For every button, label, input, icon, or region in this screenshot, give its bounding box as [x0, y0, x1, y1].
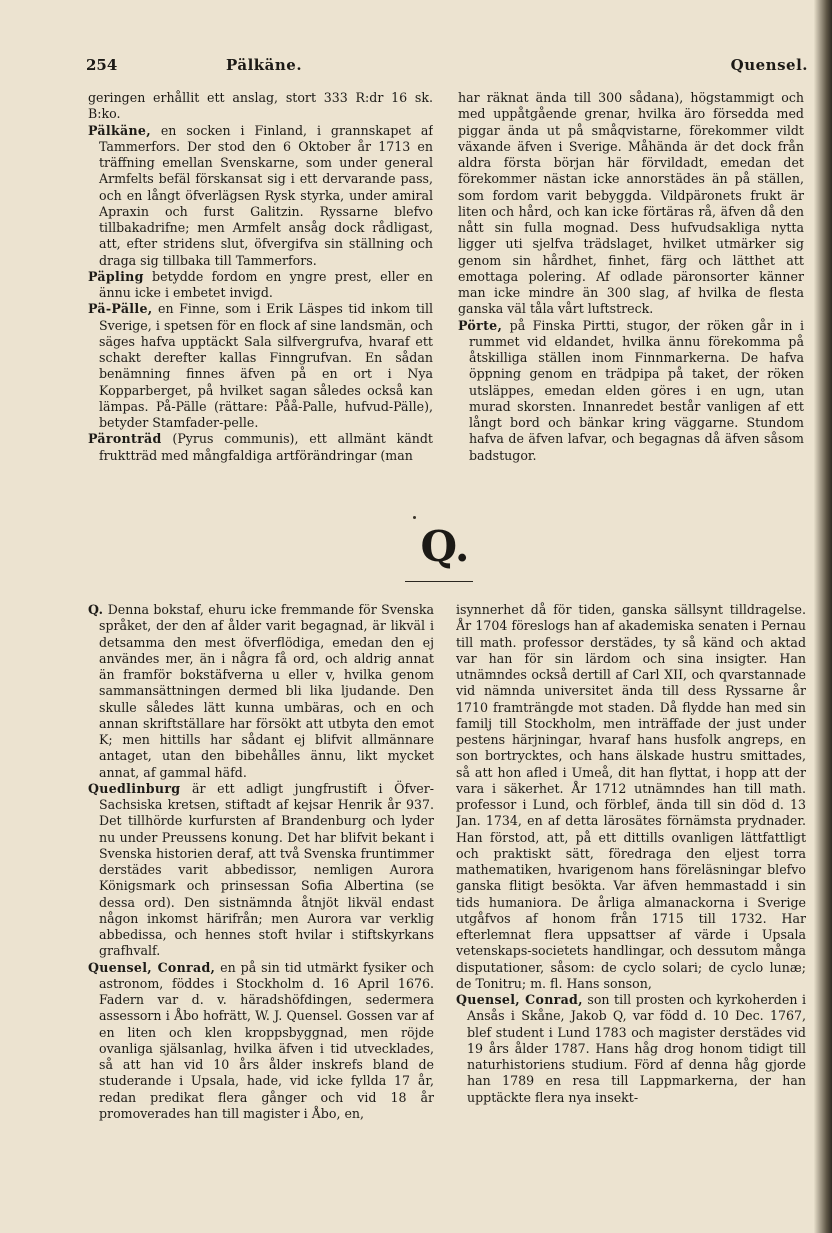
entry-pa-palle: Pä-Pälle, en Finne, som i Erik Läspes tid inkom till Sverige, i spetsen för en flock af sine landsmän, och säges hafva upptäckt Sala silfvergrufva, hvaraf ett schakt derefter kallas Finngrufvan. En sådan benämning finnes äfven på en ort i Nya Kopparberget, på hvilket sagan således också kan lämpas. På-Pälle (rättare: Påå-Palle, hufvud-Pälle), betyder Stamfader-pelle.: [88, 301, 433, 430]
entry-quensel-conrad-grandson: Quensel, Conrad, son till prosten och kyrkoherden i Ansås i Skåne, Jakob Q, var född d. 10 Dec. 1767, blef student i Lund 1783 och magister derstädes vid 19 års ålder 1787. Hans håg drog honom tidigt till naturhistoriens studium. Förd af denna håg gjorde han 1789 en resa till Lappmarkerna, der han upptäckte flera nya insekt-: [456, 992, 806, 1105]
header-left-title: Pälkäne.: [226, 56, 303, 74]
entry-porte: Pörte, på Finska Pirtti, stugor, der röken går in i rummet vid eldandet, hvilka ännu förekomma på åtskilliga ställen inom Finnmarkerna. De hafva öppning genom en trädpipa på taket, der röken utsläppes, emedan elden göres i en ugn, utan murad skorsten. Innanredet består vanligen af ett långt bord och bänkar kring väggarne. Stundom hafva de äfven lafvar, och begagnas då äfven såsom badstugor.: [458, 317, 804, 463]
section-rule: [405, 581, 473, 582]
bottom-left-column: [88, 602, 434, 1196]
header-right-title: Quensel.: [730, 56, 808, 74]
headword: Päpling: [88, 268, 144, 284]
entry-continuation: geringen erhållit ett anslag, stort 333 R:dr 16 sk. B:ko.: [88, 90, 433, 122]
headword: Quedlinburg: [88, 780, 181, 796]
top-left-column: [88, 90, 433, 476]
bottom-right-column: [456, 602, 806, 1196]
headword: Quensel, Conrad,: [88, 959, 216, 975]
top-right-column: [458, 90, 804, 476]
page-edge-shadow: [814, 0, 832, 1233]
entry-continuation: har räknat ända till 300 sådana), högstammigt och med uppåtgående grenar, hvilka äro försedda med piggar ända ut på småqvistarne, förekommer vildt växande äfven i Sverige. Måhända är det dock från aldra första början här förvildadt, emedan det förekommer nästan icke annorstädes än på ställen, som fordom varit bebyggda. Vildpäronets frukt är liten och hård, och kan icke förtäras rå, äfven då den nått sin fulla mognad. Dess hufvudsakliga nytta ligger uti sjelfva trädslaget, hvilket utmärker sig genom sin hårdhet, finhet, färg och lätthet att emottaga polering. Af odlade päronsorter känner man icke mindre än 300 slag, af hvilka de flesta ganska väl tåla vårt luftstreck.: [458, 90, 804, 317]
entry-q: Q. Denna bokstaf, ehuru icke fremmande för Svenska språket, der den af ålder varit begagnad, är likväl i detsamma den mest öfverflödiga, emedan den ej användes mer, än i några få ord, och aldrig annat än framför bokstäfverna u eller v, hvilka genom sammansättningen dermed bli lika ljudande. Den skulle således lätt kunna umbäras, och en och annan skriftställare har försökt att utbyta den emot K; men hittills har sådant ej blifvit allmännare antaget, utan den bibehålles ännu, likt mycket annat, af gammal häfd.: [88, 602, 434, 780]
entry-parontrad: Päronträd (Pyrus communis), ett allmänt kändt fruktträd med mångfaldiga artförändringar (man: [88, 431, 433, 463]
headword: Pä-Pälle,: [88, 301, 153, 317]
section-letter: Q.: [420, 522, 470, 571]
headword: Pälkäne,: [88, 122, 151, 138]
entry-quedlinburg: Quedlinburg är ett adligt jungfrustift i Öfver-Sachsiska kretsen, stiftadt af kejsar Henrik år 937. Det tillhörde kurfursten af Brandenburg och lyder nu under Preussens konung. Det har blifvit bekant i Svenska historien deraf, att två Svenska fruntimmer derstädes varit abbedissor, nemligen Aurora Königsmark och prinsessan Sofia Albertina (se dessa ord). Den sistnämnda åtnjöt likväl endast någon inkomst härifrån; men Aurora var verklig abbedissa, och hennes stoft hvilar i stiftskyrkans grafhvalf.: [88, 780, 434, 959]
entry-continuation: isynnerhet då för tiden, ganska sällsynt tilldragelse. År 1704 föreslogs han af akademiska senaten i Pernau till math. professor derstädes, ty så känd och aktad var han för sin lärdom och sina insigter. Han utnämndes också dertill af Carl XII, och qvarstannade vid nämnda universitet ända till dess Ryssarne år 1710 framträngde mot staden. Då flydde han med sin familj till Stockholm, men inträffade der just under pestens härjningar, hvaraf hans husfolk angreps, en son bortrycktes, och hans älskade hustru smittades, så att hon afled i Umeå, dit han flyttat, i hopp att der vara i säkerhet. År 1712 utnämndes han till math. professor i Lund, och förblef, ända till sin död d. 13 Jan. 1734, en af detta lärosätes förnämsta prydnader. Han förstod, att, på ett dittills ovanligen lättfattligt och praktiskt sätt, föredraga den eljest torra mathematiken, hvarigenom hans föreläsningar blefvo ganska flitigt besökta. Var äfven hemmastadd i sin tids humaniora. De årliga almanackorna i Sverige utgåfvos af honom från 1715 till 1732. Har efterlemnat flera uppsattser af värde i Upsala vetenskaps-societets handlingar, och dessutom många disputationer, såsom: de cyclo solari; de cyclo lunæ; de Tonitru; m. fl. Hans sonson,: [456, 602, 806, 991]
headword: Pörte,: [458, 317, 503, 333]
headword: Päronträd: [88, 431, 162, 447]
headword: Quensel, Conrad,: [456, 992, 583, 1007]
ink-mark: [413, 516, 416, 519]
entry-quensel-conrad: Quensel, Conrad, en på sin tid utmärkt fysiker och astronom, föddes i Stockholm d. 16 April 1676. Fadern var d. v. häradshöfdingen, sedermera assessorn i Åbo hofrätt, W. J. Quensel. Gossen var af en liten och klen kroppsbyggnad, men röjde ovanliga själsanlag, hvilka äfven i tid utvecklades, så att han vid 10 års ålder inskrefs bland de studerande i Upsala, hade, vid icke fyllda 17 år, redan predikat flera gånger och vid 18 år promoverades han till magister i Åbo, en,: [88, 959, 434, 1121]
page-number: 254: [86, 56, 118, 74]
running-header: [86, 56, 808, 78]
headword: Q.: [88, 602, 104, 617]
entry-palkane: Pälkäne, en socken i Finland, i grannskapet af Tammerfors. Der stod den 6 Oktober år 1713 en träffning emellan Svenskarne, som under general Armfelts befäl förskansat sig i ett dervarande pass, och en långt öfverlägsen Rysk styrka, under amiral Apraxin och furst Galitzin. Ryssarne blefvo tillbakadrifne; men Armfelt ansåg dock rådligast, att, efter stridens slut, öfvergifva sin ställning och draga sig tillbaka till Tammerfors.: [88, 122, 433, 268]
entry-papling: Päpling betydde fordom en yngre prest, eller en ännu icke i embetet invigd.: [88, 268, 433, 300]
